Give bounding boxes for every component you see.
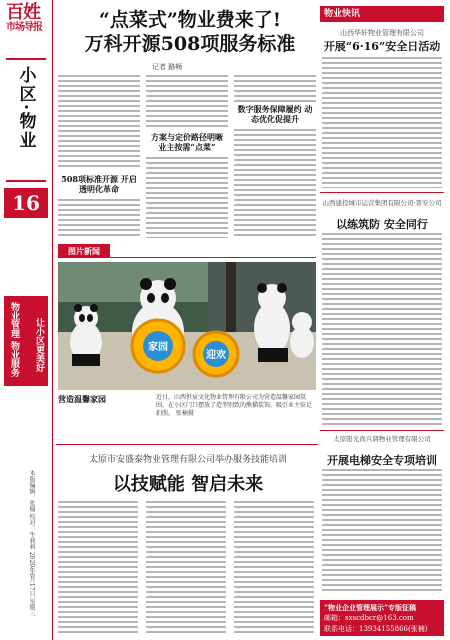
article-text-block	[58, 74, 140, 170]
article-text-block	[234, 128, 316, 238]
headline-line-1: “点菜式”物业费来了!	[98, 9, 282, 31]
right-column-divider	[320, 192, 444, 193]
article-text-block	[234, 74, 316, 102]
ad-email: 邮箱：sxscdbcr@163.com	[324, 614, 414, 622]
ad-phone: 联系电话：13934155866(张楠)	[324, 625, 428, 633]
page-number: 16	[4, 188, 48, 218]
right-column-divider	[320, 430, 444, 431]
photo-caption: 营造温馨家园	[58, 394, 106, 404]
story-3-title: 开展电梯安全专项培训	[327, 454, 437, 467]
article-text-block	[146, 156, 228, 238]
photo-panda-display	[58, 262, 316, 390]
submission-ad	[320, 600, 444, 636]
story-1-subtitle: 山西华轩物业管理有限公司	[340, 29, 424, 37]
story-2-subtitle: 山西建投城市运营集团有限公司·晋安公司	[322, 199, 442, 207]
article-text-block	[146, 500, 226, 634]
logo-line-2: 市场导报	[6, 22, 42, 33]
wheel-sign-2: 迎欢	[206, 350, 226, 361]
story-2-title: 以练筑防 安全同行	[336, 218, 428, 231]
photo-news-rule	[58, 257, 316, 258]
article-text-block	[146, 74, 228, 130]
edition-info: 本版编辑：张楠 校对：牛莉莉 2020年6月17日 星期三	[28, 470, 35, 617]
logo-line-1: 百姓	[6, 2, 40, 23]
side-banner-text-2: 让小区更美好	[34, 318, 44, 372]
article-text-block	[58, 198, 140, 238]
photo-news-label: 图片新闻	[58, 244, 110, 258]
subhead-1: 508项标准开源 开启透明化革命	[61, 174, 137, 194]
article-text-block	[58, 500, 138, 634]
bottom-article-subtitle: 太原市安盛泰物业管理有限公司举办服务技能培训	[88, 455, 287, 465]
subhead-2: 方案与定价路径明晰 业主按需“点菜”	[151, 132, 223, 152]
photo-description: 近日，山西恒宸文化物业管理有限公司为营造温馨家园氛围，在小区门口摆放了造型别致的熊猫装饰，吸引业主驻足拍照。 张楠摄	[156, 394, 313, 417]
story-3-subtitle: 太原阳光尚兴调物业管理有限公司	[333, 435, 431, 443]
section-box	[6, 58, 46, 182]
bottom-rule	[56, 444, 318, 445]
bottom-article-title: 以技赋能 智启未来	[112, 474, 264, 495]
article-text-block	[234, 500, 314, 634]
article-text-block	[322, 232, 442, 426]
side-banner-text-1: 物业管理 物业服务	[9, 302, 19, 378]
panda-photo-illustration	[58, 262, 316, 390]
margin-divider	[52, 0, 53, 640]
wheel-sign-1: 家园	[148, 342, 168, 353]
news-brief-header: 物业快讯	[320, 6, 444, 22]
main-headline	[60, 8, 320, 56]
section-name: 小区·物业	[15, 66, 36, 150]
article-text-block	[322, 468, 442, 594]
ad-line-1: “物业企业管理展示”专版征稿	[324, 603, 417, 612]
story-1-title: 开展“6·16”安全日活动	[323, 40, 441, 53]
masthead-logo	[6, 4, 46, 34]
byline: 记者 路畅	[152, 63, 183, 71]
headline-line-2: 万科开源508项服务标准	[84, 33, 296, 55]
side-banner	[4, 296, 48, 386]
subhead-3: 数字服务保障履约 动态优化促提升	[237, 104, 313, 124]
article-text-block	[322, 56, 442, 188]
